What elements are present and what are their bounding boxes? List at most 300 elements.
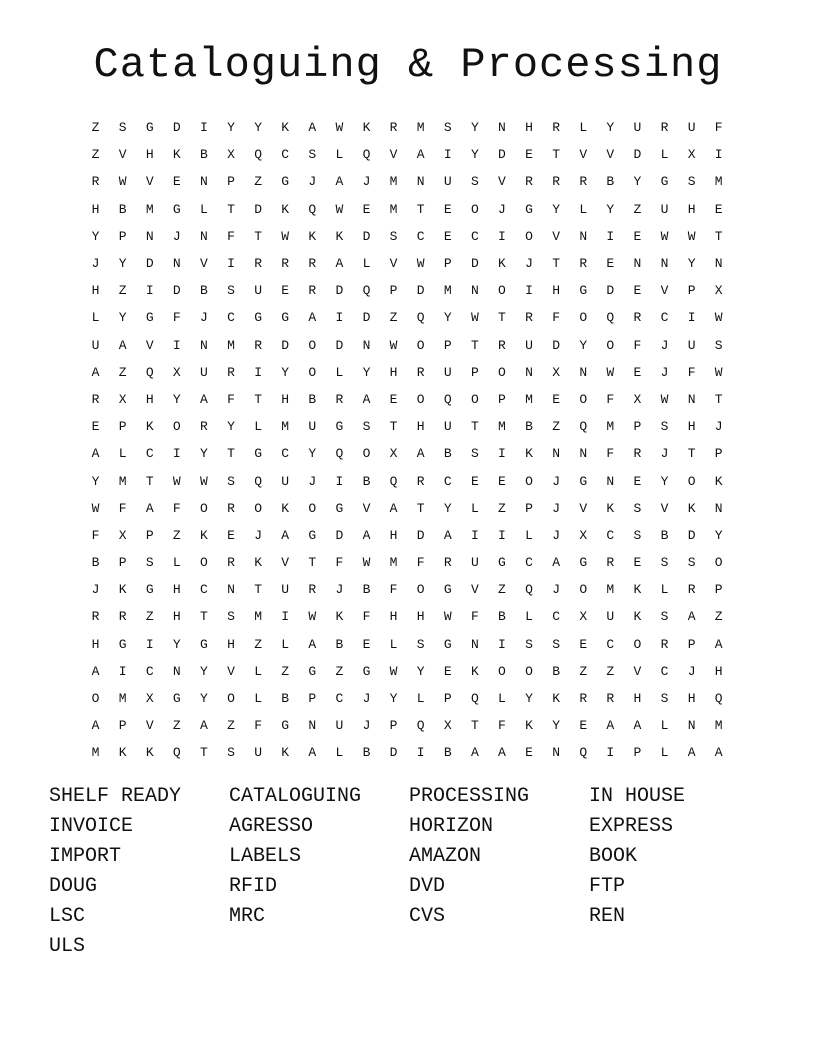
grid-letter: J [200,310,208,326]
grid-letter: B [606,174,615,190]
grid-letter: Z [281,663,290,679]
grid-letter: K [281,745,290,761]
grid-letter: O [308,337,317,353]
grid-letter: G [443,636,452,652]
grid-letter: R [254,256,263,272]
grid-letter: Q [606,310,615,326]
grid-letter: Y [91,228,100,244]
grid-letter: A [362,391,371,407]
grid-letter: S [389,228,398,244]
grid-letter: E [91,419,100,435]
grid-letter: X [714,283,723,299]
grid-letter: V [389,256,398,272]
grid-letter: X [389,446,398,462]
grid-letter: A [714,636,723,652]
grid-letter: A [362,527,371,543]
grid-letter: X [687,147,696,163]
grid-letter: H [633,691,642,707]
grid-letter: K [525,718,533,734]
grid-letter: H [416,609,425,625]
grid-letter: C [552,609,561,625]
word-list-item: PROCESSING [409,785,530,808]
grid-row [82,576,732,603]
grid-letter: W [389,663,398,679]
grid-letter: G [281,718,290,734]
grid-letter: E [606,256,615,272]
grid-letter: I [498,228,506,244]
grid-letter: X [443,718,452,734]
grid-letter: R [335,391,344,407]
grid-letter: Z [254,174,263,190]
grid-letter: S [118,120,127,136]
grid-letter: H [91,636,100,652]
grid-letter: J [552,582,561,598]
grid-letter: R [416,364,425,380]
grid-letter: W [660,228,669,244]
grid-letter: G [254,446,263,462]
grid-letter: U [254,283,263,299]
grid-letter: H [281,391,290,407]
grid-letter: S [470,446,479,462]
grid-row [82,114,732,141]
grid-letter: Y [606,120,615,136]
grid-letter: W [118,174,127,190]
grid-row [82,332,732,359]
grid-letter: I [281,609,290,625]
grid-letter: N [552,446,561,462]
grid-letter: E [525,147,533,163]
grid-letter: O [416,582,425,598]
grid-letter: P [118,555,127,571]
grid-letter: B [362,582,371,598]
grid-letter: K [145,745,154,761]
grid-letter: Y [200,446,208,462]
grid-letter: A [308,636,317,652]
grid-letter: I [335,310,344,326]
grid-letter: O [498,364,506,380]
grid-letter: Y [227,419,235,435]
grid-letter: T [227,446,235,462]
grid-letter: I [416,745,425,761]
grid-letter: D [335,337,344,353]
grid-letter: A [335,174,344,190]
grid-letter: Z [498,500,506,516]
grid-letter: T [145,473,154,489]
grid-letter: V [227,663,235,679]
grid-letter: T [200,609,208,625]
grid-letter: Y [470,147,479,163]
grid-letter: H [416,419,425,435]
grid-letter: U [308,419,317,435]
grid-letter: B [552,663,561,679]
grid-letter: M [443,283,452,299]
grid-letter: W [281,228,290,244]
grid-letter: G [200,636,208,652]
grid-letter: B [91,555,100,571]
grid-row [82,658,732,685]
grid-letter: O [525,228,533,244]
grid-row [82,168,732,195]
grid-letter: O [254,500,263,516]
grid-letter: S [660,419,669,435]
grid-letter: A [118,337,127,353]
grid-letter: W [660,391,669,407]
grid-letter: E [714,201,723,217]
grid-letter: Q [443,391,452,407]
grid-letter: K [281,201,290,217]
grid-letter: E [579,718,588,734]
grid-letter: F [335,555,344,571]
grid-letter: R [660,636,669,652]
grid-letter: A [687,745,696,761]
grid-letter: Z [145,609,154,625]
grid-letter: D [470,256,479,272]
grid-letter: U [335,718,344,734]
grid-letter: R [254,337,263,353]
grid-letter: C [525,555,533,571]
grid-row [82,495,732,522]
grid-letter: N [714,500,723,516]
grid-letter: U [633,120,642,136]
grid-letter: N [200,228,208,244]
grid-letter: I [145,636,154,652]
grid-letter: T [714,228,723,244]
grid-letter: O [416,337,425,353]
grid-letter: B [443,446,452,462]
grid-letter: N [145,228,154,244]
grid-letter: U [281,473,290,489]
grid-letter: P [687,636,696,652]
grid-letter: T [389,419,398,435]
grid-letter: P [118,718,127,734]
grid-letter: Y [633,174,642,190]
grid-letter: W [335,201,344,217]
grid-letter: E [443,663,452,679]
grid-letter: Y [579,337,588,353]
grid-letter: O [200,555,208,571]
grid-letter: T [416,201,425,217]
grid-letter: P [308,691,317,707]
grid-letter: S [660,691,669,707]
grid-letter: B [200,147,208,163]
grid-letter: S [687,555,696,571]
grid-letter: S [227,609,235,625]
grid-letter: A [200,718,208,734]
grid-letter: V [660,283,669,299]
grid-letter: Q [362,283,371,299]
grid-letter: K [145,419,154,435]
grid-letter: H [389,609,398,625]
grid-letter: T [227,201,235,217]
grid-letter: A [91,718,100,734]
grid-letter: P [118,419,127,435]
grid-letter: G [172,691,181,707]
grid-letter: A [335,256,344,272]
grid-letter: K [498,256,506,272]
grid-letter: Y [714,527,723,543]
grid-letter: L [118,446,127,462]
grid-letter: C [606,527,615,543]
grid-letter: F [552,310,561,326]
grid-letter: G [308,663,317,679]
grid-letter: F [498,718,506,734]
grid-letter: G [281,310,290,326]
grid-letter: J [525,256,533,272]
grid-letter: H [227,636,235,652]
grid-letter: B [362,473,371,489]
grid-letter: X [227,147,235,163]
word-list-item: RFID [229,875,278,898]
grid-letter: R [687,582,696,598]
grid-row [82,223,732,250]
word-list-item: AMAZON [409,845,482,868]
grid-letter: U [687,120,696,136]
grid-letter: P [633,745,642,761]
grid-letter: B [362,745,371,761]
grid-letter: A [498,745,506,761]
grid-letter: C [281,446,290,462]
grid-letter: Q [714,691,723,707]
grid-letter: I [200,120,208,136]
grid-letter: E [633,228,642,244]
grid-letter: B [118,201,127,217]
grid-letter: D [335,527,344,543]
grid-letter: K [633,609,642,625]
grid-letter: R [498,337,506,353]
grid-letter: N [498,120,506,136]
grid-letter: O [91,691,100,707]
word-list-item: AGRESSO [229,815,314,838]
grid-letter: J [172,228,181,244]
grid-letter: P [633,419,642,435]
grid-letter: B [335,636,344,652]
grid-letter: Q [389,473,398,489]
word-list-item: BOOK [589,845,638,868]
grid-letter: T [470,337,479,353]
grid-row [82,304,732,331]
grid-letter: R [416,473,425,489]
word-list-item: SHELF READY [49,785,182,808]
grid-letter: R [91,391,100,407]
grid-letter: M [606,419,615,435]
grid-letter: T [470,419,479,435]
grid-letter: C [606,636,615,652]
grid-letter: Y [227,120,235,136]
grid-letter: K [281,500,290,516]
grid-letter: K [308,228,317,244]
grid-letter: S [687,174,696,190]
word-list-item: IMPORT [49,845,122,868]
grid-letter: M [416,120,425,136]
grid-letter: W [606,364,615,380]
grid-letter: P [525,500,533,516]
grid-letter: Y [91,473,100,489]
grid-letter: Q [362,147,371,163]
grid-letter: H [172,582,181,598]
grid-letter: P [443,691,452,707]
grid-letter: G [281,174,290,190]
grid-letter: A [308,745,317,761]
grid-letter: E [362,636,371,652]
grid-letter: H [145,147,154,163]
grid-letter: A [714,745,723,761]
grid-letter: R [389,120,398,136]
grid-letter: K [714,473,723,489]
grid-letter: N [552,745,561,761]
grid-letter: Y [200,663,208,679]
grid-letter: V [606,147,615,163]
grid-letter: B [498,609,506,625]
grid-letter: N [579,446,588,462]
grid-letter: V [633,663,642,679]
grid-letter: J [660,364,669,380]
grid-letter: R [308,256,317,272]
grid-letter: R [633,446,642,462]
grid-letter: K [118,582,127,598]
grid-letter: T [416,500,425,516]
grid-letter: X [552,364,561,380]
grid-letter: L [498,691,506,707]
grid-letter: T [254,582,263,598]
grid-letter: B [308,391,317,407]
grid-letter: D [172,120,181,136]
grid-letter: N [525,364,533,380]
grid-letter: K [606,500,615,516]
grid-letter: D [281,337,290,353]
grid-letter: P [389,283,398,299]
word-list-item: HORIZON [409,815,494,838]
grid-letter: Z [254,636,263,652]
grid-letter: R [525,310,533,326]
grid-letter: V [362,500,371,516]
grid-letter: V [145,174,154,190]
grid-letter: J [362,718,371,734]
grid-letter: S [633,500,642,516]
grid-letter: O [714,555,723,571]
grid-letter: J [498,201,506,217]
grid-letter: Y [362,364,371,380]
grid-letter: D [633,147,642,163]
grid-row [82,685,732,712]
grid-letter: A [416,446,425,462]
grid-letter: Z [91,147,100,163]
grid-letter: D [172,283,181,299]
grid-letter: R [579,256,588,272]
grid-letter: A [91,446,100,462]
grid-letter: G [145,582,154,598]
grid-letter: W [200,473,208,489]
grid-letter: W [308,609,317,625]
grid-letter: O [579,391,588,407]
grid-letter: V [145,718,154,734]
grid-letter: P [443,256,452,272]
grid-letter: Z [91,120,100,136]
grid-row [82,250,732,277]
grid-letter: H [687,691,696,707]
grid-letter: L [281,636,290,652]
grid-letter: Z [389,310,398,326]
grid-letter: U [687,337,696,353]
grid-letter: U [443,174,452,190]
grid-letter: L [335,147,344,163]
grid-letter: A [606,718,615,734]
grid-letter: K [281,120,290,136]
grid-letter: U [606,609,615,625]
grid-letter: W [416,256,425,272]
grid-letter: C [227,310,235,326]
grid-row [82,739,732,766]
grid-letter: R [227,500,235,516]
grid-letter: A [389,500,398,516]
grid-letter: D [416,527,425,543]
grid-letter: Y [118,310,127,326]
grid-letter: R [606,691,615,707]
grid-letter: E [443,201,452,217]
grid-letter: L [579,201,588,217]
grid-letter: D [145,256,154,272]
grid-letter: I [498,446,506,462]
grid-letter: R [308,283,317,299]
grid-letter: S [227,745,235,761]
grid-letter: W [335,120,344,136]
grid-letter: Y [118,256,127,272]
grid-letter: E [525,745,533,761]
grid-letter: V [118,147,127,163]
grid-letter: I [606,745,615,761]
grid-letter: S [145,555,154,571]
grid-letter: N [172,663,181,679]
grid-letter: P [498,391,506,407]
grid-letter: W [443,609,452,625]
grid-letter: B [281,691,290,707]
grid-letter: N [172,256,181,272]
grid-letter: Q [579,745,588,761]
grid-letter: E [552,391,561,407]
grid-letter: I [606,228,615,244]
grid-letter: J [552,500,561,516]
word-list-item: REN [589,905,626,928]
grid-letter: E [443,228,452,244]
grid-letter: L [254,419,263,435]
word-list [49,782,769,962]
grid-letter: L [416,691,425,707]
grid-letter: F [227,228,235,244]
grid-row [82,359,732,386]
word-list-item: IN HOUSE [589,785,686,808]
grid-letter: K [118,745,127,761]
grid-letter: Y [470,120,479,136]
grid-letter: G [254,310,263,326]
grid-letter: E [633,473,642,489]
grid-letter: U [91,337,100,353]
grid-letter: Y [200,691,208,707]
grid-letter: N [470,283,479,299]
grid-letter: T [687,446,696,462]
grid-letter: S [525,636,533,652]
grid-letter: S [633,527,642,543]
grid-letter: S [443,120,452,136]
grid-letter: O [498,663,506,679]
grid-letter: I [498,527,506,543]
grid-letter: F [227,391,235,407]
grid-letter: R [118,609,127,625]
grid-letter: S [552,636,561,652]
word-list-item: INVOICE [49,815,134,838]
grid-letter: E [227,527,235,543]
grid-letter: Y [172,391,181,407]
grid-letter: Y [660,473,669,489]
grid-letter: Y [389,691,398,707]
